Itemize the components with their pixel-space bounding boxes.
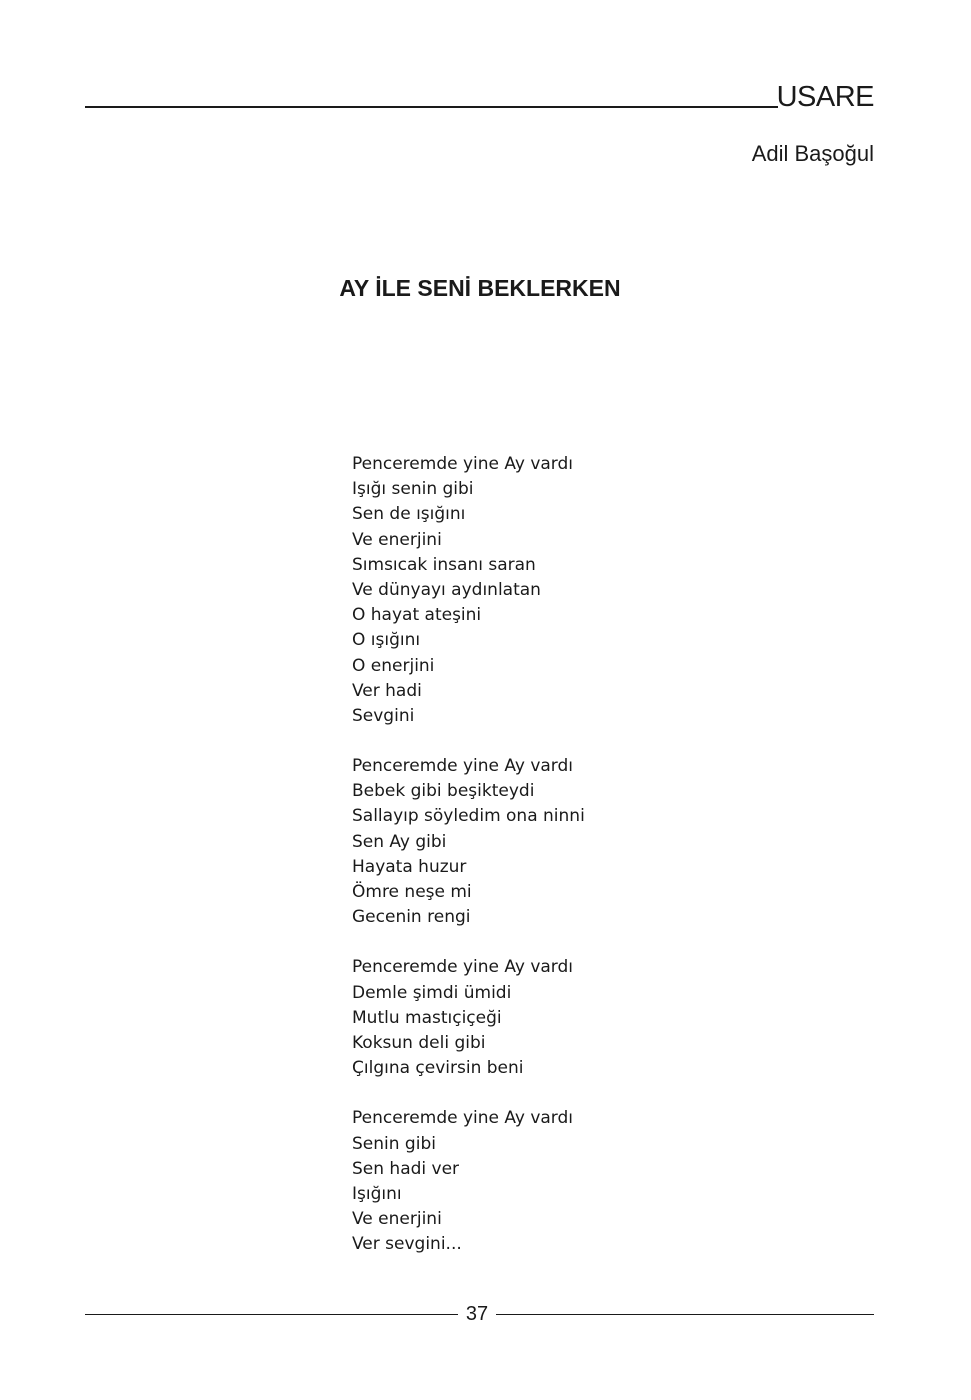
stanza-2 xyxy=(352,754,585,930)
poem-line: Senin gibi xyxy=(352,1133,436,1154)
poem-title: AY İLE SENİ BEKLERKEN xyxy=(339,275,621,301)
poem-line: Ver sevgini... xyxy=(352,1234,462,1255)
poem-line: O ışığını xyxy=(352,630,421,651)
poem-line: Işığı senin gibi xyxy=(352,479,474,500)
poem-line: Mutlu mastıçiçeği xyxy=(352,1007,502,1028)
footer-rule-right xyxy=(496,1314,874,1315)
stanza-4 xyxy=(352,1106,585,1257)
poem-line: Ve enerjini xyxy=(352,1209,442,1230)
poem-line: Penceremde yine Ay vardı xyxy=(352,756,574,777)
poem-line: Sevgini xyxy=(352,705,415,726)
poem-line: Koksun deli gibi xyxy=(352,1032,486,1053)
stanza-1 xyxy=(352,452,585,729)
poem-line: Sallayıp söyledim ona ninni xyxy=(352,806,585,827)
page-number: 37 xyxy=(465,1303,489,1325)
poem-line: O hayat ateşini xyxy=(352,605,482,626)
poem-line: Sımsıcak insanı saran xyxy=(352,554,536,575)
poem-line: Çılgına çevirsin beni xyxy=(352,1058,524,1079)
poem-line: Hayata huzur xyxy=(352,856,467,877)
poem-line: Sen Ay gibi xyxy=(352,831,447,852)
poem-line: Penceremde yine Ay vardı xyxy=(352,1108,574,1129)
poem-body xyxy=(352,452,585,1282)
stanza-3 xyxy=(352,955,585,1081)
journal-name: USARE xyxy=(776,81,874,113)
poem-line: Ver hadi xyxy=(352,680,422,701)
header-rule xyxy=(85,106,778,108)
poem-line: Sen hadi ver xyxy=(352,1158,460,1179)
author-name: Adil Başoğul xyxy=(751,141,874,166)
poem-line: Gecenin rengi xyxy=(352,907,471,928)
poem-line: Penceremde yine Ay vardı xyxy=(352,957,574,978)
poem-line: Ömre neşe mi xyxy=(352,882,472,902)
poem-line: Penceremde yine Ay vardı xyxy=(352,454,574,474)
poem-line: Bebek gibi beşikteydi xyxy=(352,781,535,802)
footer-rule-left xyxy=(85,1314,458,1315)
poem-line: Ve enerjini xyxy=(352,529,442,550)
poem-line: Sen de ışığını xyxy=(352,504,466,525)
poem-line: Ve dünyayı aydınlatan xyxy=(352,579,541,600)
poem-line: O enerjini xyxy=(352,655,435,676)
poem-line: Işığını xyxy=(352,1183,402,1204)
poem-line: Demle şimdi ümidi xyxy=(352,982,512,1003)
